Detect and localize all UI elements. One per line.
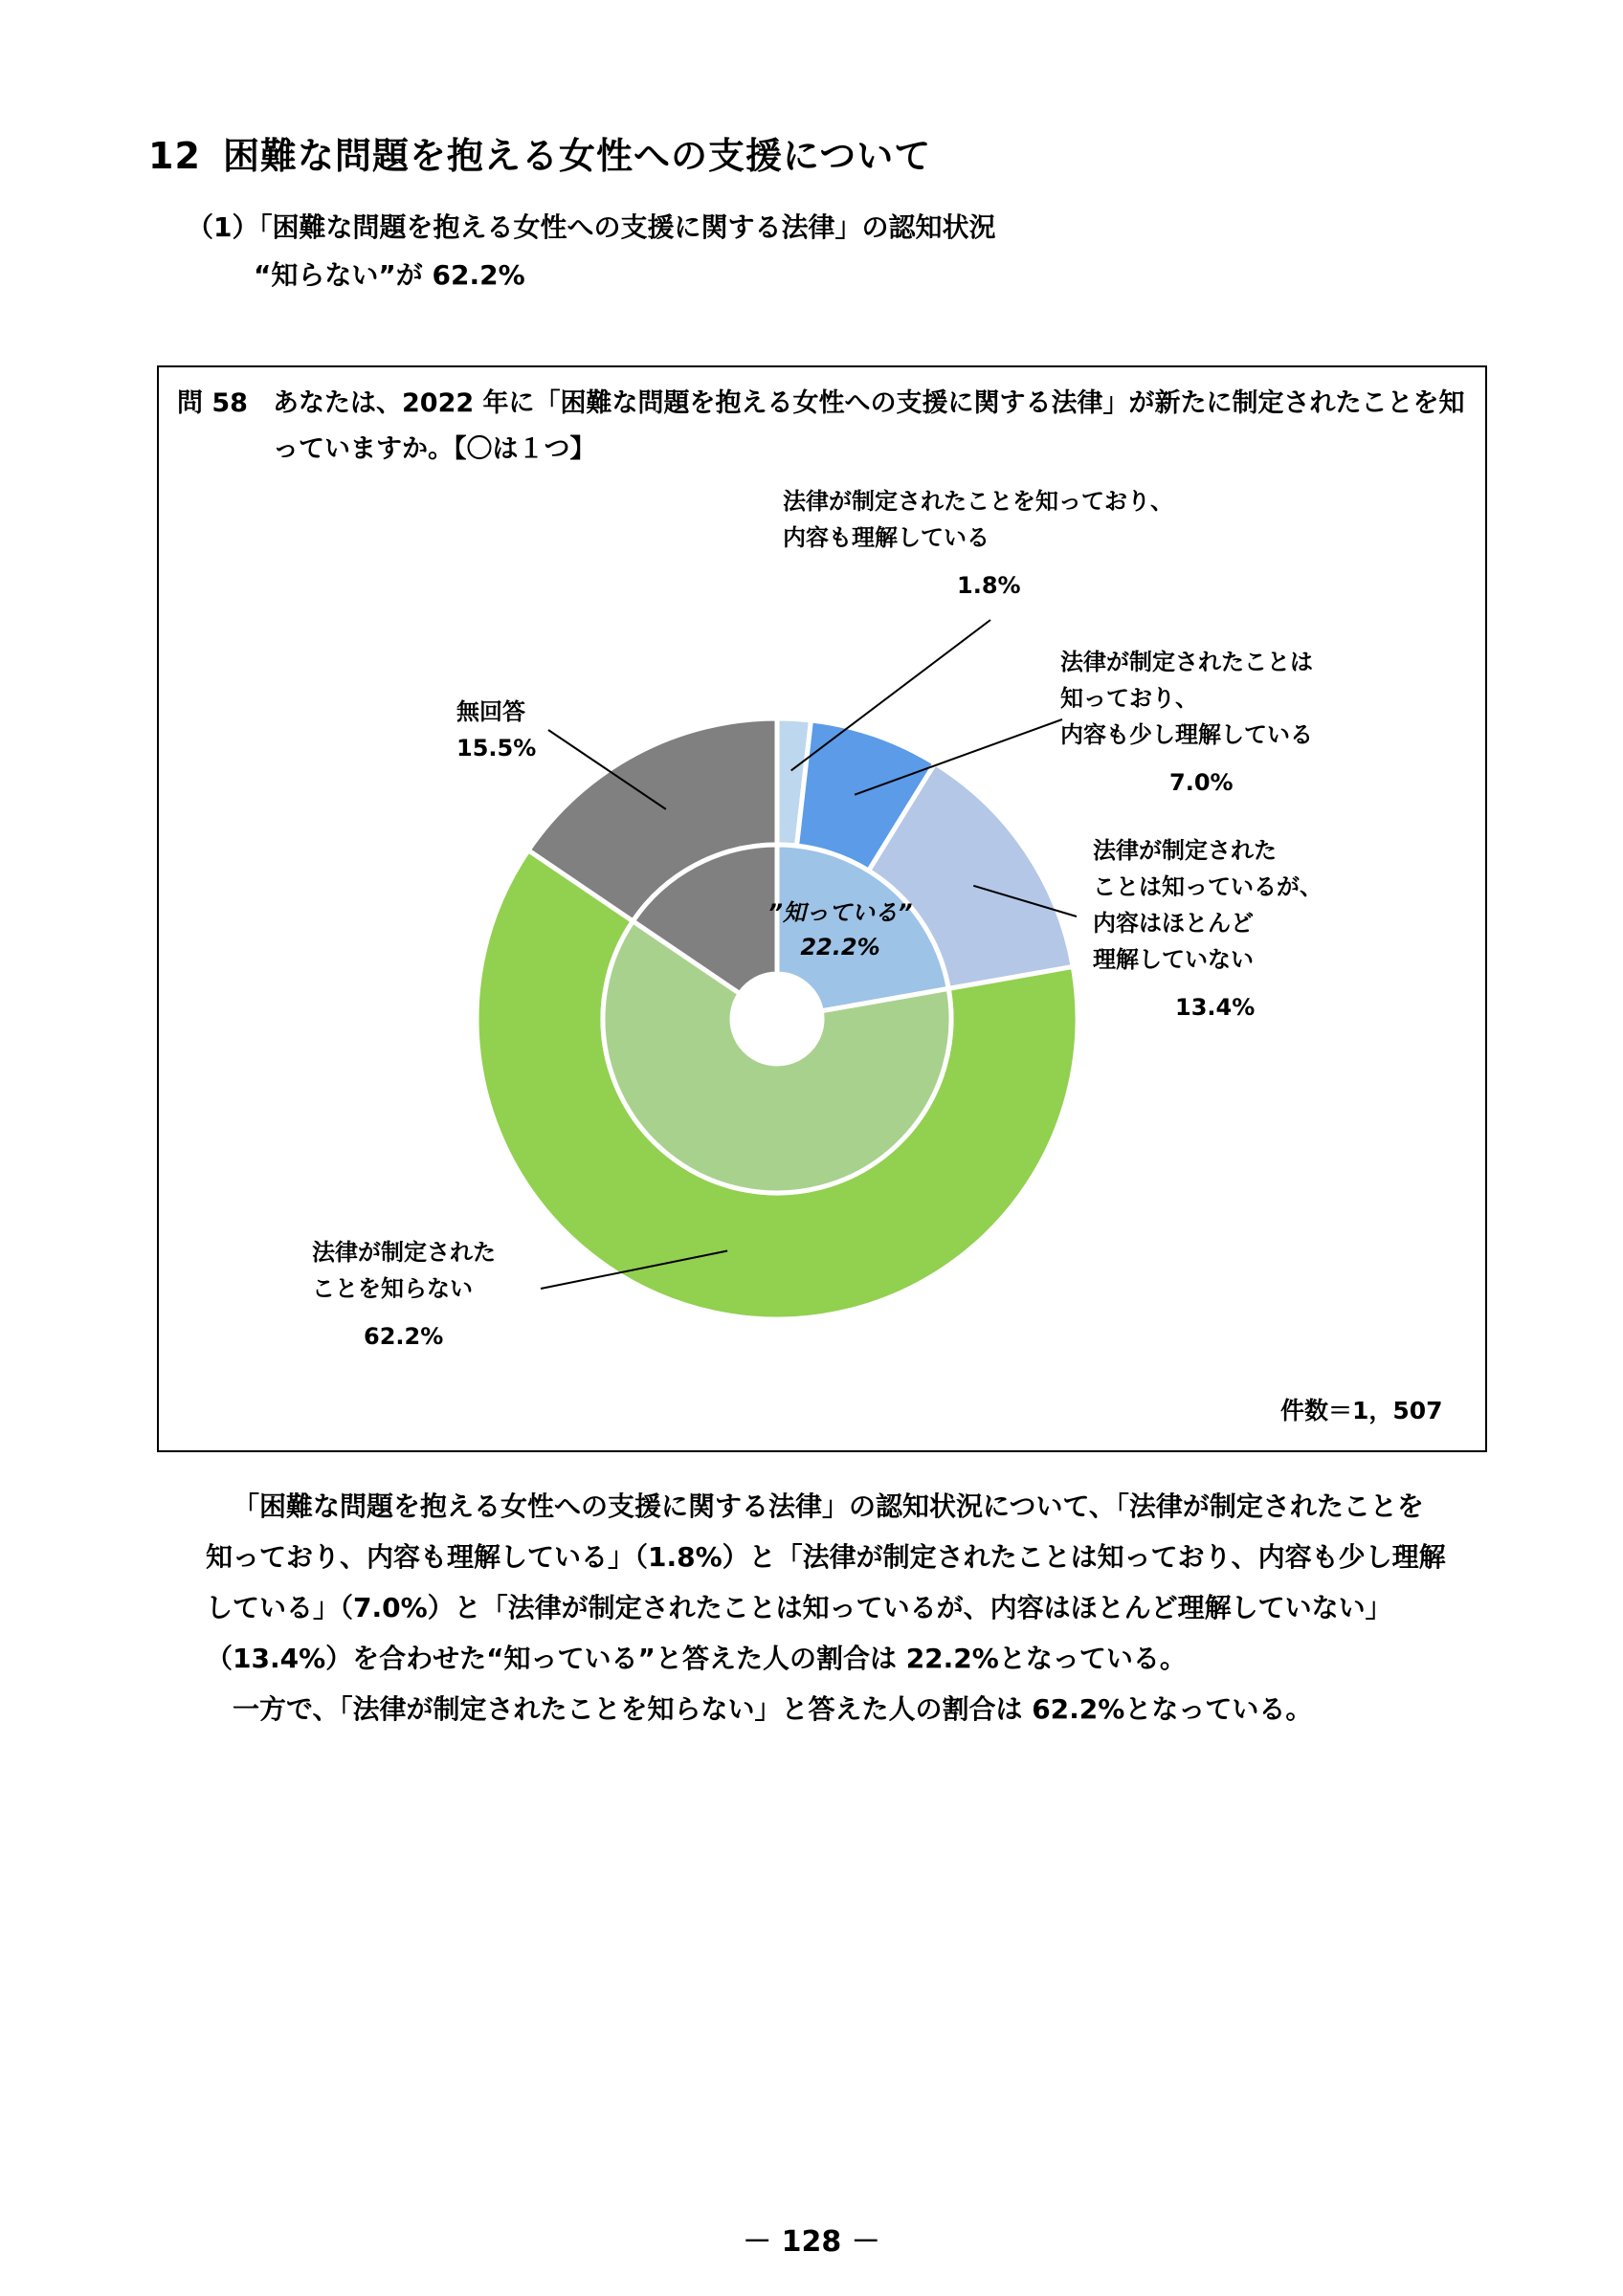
- slice-value-4: 62.2%: [364, 1323, 444, 1350]
- slice-label-4: [312, 1234, 496, 1355]
- inner-label: ”知っている”: [767, 899, 913, 926]
- body-paragraph-2: 一方で、「法律が制定されたことを知らない」と答えた人の割合は 62.2%となっている。: [233, 1693, 1313, 1725]
- slice-label-2-line-3: 内容も少し理解している: [1060, 721, 1313, 748]
- summary-line: “知らない”が 62.2%: [254, 259, 525, 291]
- section-number: 12: [148, 135, 201, 177]
- body-paragraph-1: 「困難な問題を抱える女性への支援に関する法律」の認知状況について、「法律が制定されたことを知っており、内容も理解している」（1.8%）と「法律が制定されたことは知っており、内容も少し理解している」（7.0%）と「法律が制定されたことは知っているが、内容はほとんど理解していない」（13.4%）を合わせた“知っている”と答えた人の割合は 22.2%となっている。: [206, 1490, 1446, 1674]
- slice-value-2: 7.0%: [1169, 769, 1234, 796]
- slice-label-5: [456, 694, 536, 766]
- slice-label-1: [783, 483, 1173, 604]
- inner-value-label: 22.2%: [800, 934, 880, 960]
- slice-label-2-line-1: 法律が制定されたことは: [1060, 649, 1313, 675]
- subsection-title: （1）「困難な問題を抱える女性への支援に関する法律」の認知状況: [187, 211, 996, 243]
- slice-label-3: [1093, 832, 1323, 1026]
- slice-label-5-line-1: 無回答: [456, 698, 525, 725]
- slice-value-1: 1.8%: [957, 572, 1021, 599]
- body-text: [206, 1481, 1450, 1734]
- slice-label-3-line-1: 法律が制定された: [1093, 837, 1277, 864]
- slice-label-2: [1060, 644, 1313, 801]
- slice-label-1-line-2: 内容も理解している: [783, 524, 989, 551]
- slice-label-3-line-4: 理解していない: [1093, 946, 1254, 973]
- page-number: － 128 －: [743, 2225, 880, 2259]
- slice-label-3-line-2: ことは知っているが、: [1093, 873, 1323, 900]
- section-title-text: 困難な問題を抱える女性への支援について: [223, 135, 932, 177]
- question-number: 問 58: [177, 388, 248, 418]
- slice-label-4-line-1: 法律が制定された: [312, 1239, 496, 1266]
- slice-label-1-line-1: 法律が制定されたことを知っており、: [783, 488, 1173, 515]
- slice-value-3: 13.4%: [1175, 994, 1256, 1021]
- question-text: あなたは、2022 年に「困難な問題を抱える女性への支援に関する法律」が新たに制定されたことを知っていますか。【〇は１つ】: [273, 388, 1465, 464]
- slice-value-5: 15.5%: [456, 735, 537, 762]
- slice-label-4-line-2: ことを知らない: [312, 1275, 473, 1302]
- slice-label-3-line-3: 内容はほとんど: [1093, 910, 1254, 937]
- slice-label-2-line-2: 知っており、: [1060, 685, 1198, 712]
- sample-count: 件数＝1，507: [1280, 1397, 1443, 1424]
